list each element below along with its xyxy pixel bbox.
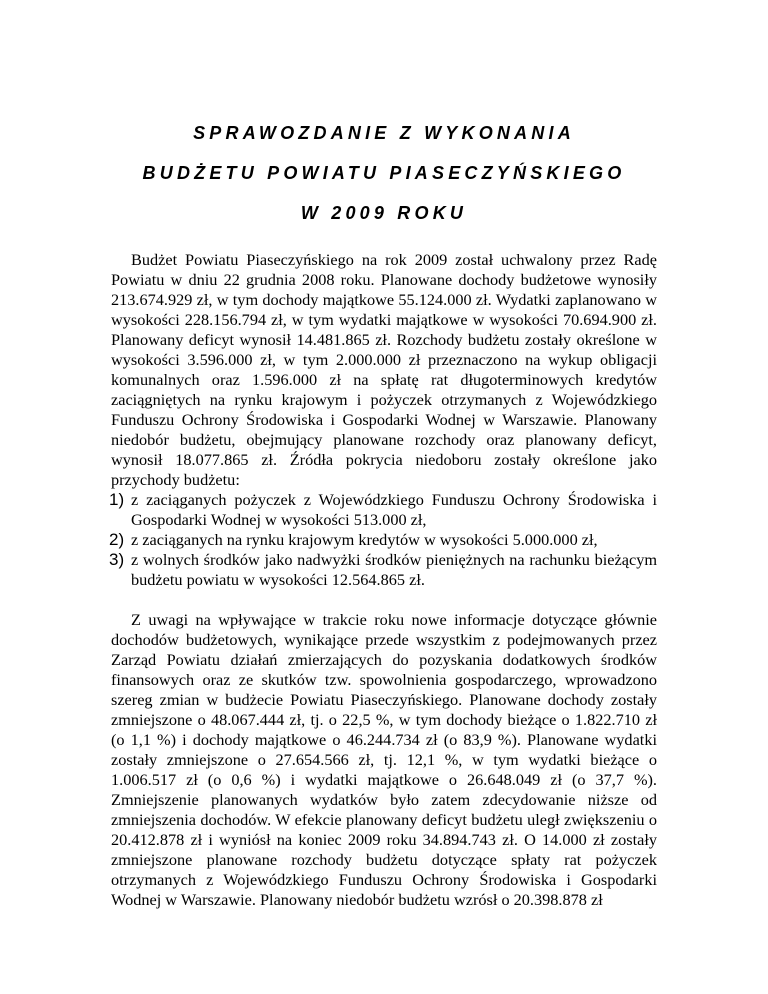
list-item-number: 3): [109, 550, 125, 569]
report-body: [111, 250, 657, 910]
paragraph-changes: Z uwagi na wpływające w trakcie roku nowe informacje dotyczące głównie dochodów budżetowych, wynikające przede wszystkim z podejmowanych przez Zarząd Powiatu działań zmierzających do pozyskania dodatkowych środków finansowych oraz ze skutków tzw. spowolnienia gospodarczego, wprowadzono szereg zmian w budżecie Powiatu Piaseczyńskiego. Planowane dochody zostały zmniejszone o 48.067.444 zł, tj. o 22,5 %, w tym dochody bieżące o 1.822.710 zł (o 1,1 %) i dochody majątkowe o 46.244.734 zł (o 83,9 %). Planowane wydatki zostały zmniejszone o 27.654.566 zł, tj. 12,1 %, w tym wydatki bieżące o 1.006.517 zł (o 0,6 %) i wydatki majątkowe o 26.648.049 zł (o 37,7 %). Zmniejszenie planowanych wydatków było zatem zdecydowanie niższe od zmniejszenia dochodów. W efekcie planowany deficyt budżetu uległ zwiększeniu o 20.412.878 zł i wyniósł na koniec 2009 roku 34.894.743 zł. O 14.000 zł zostały zmniejszone planowane rozchody budżetu dotyczące spłaty rat pożyczek otrzymanych z Wojewódzkiego Funduszu Ochrony Środowiska i Gospodarki Wodnej w Warszawie. Planowany niedobór budżetu wzrósł o 20.398.878 zł: [111, 610, 657, 909]
funding-sources-list: [111, 490, 657, 590]
list-item: [111, 530, 657, 550]
report-title: [0, 113, 768, 233]
list-item-text: z zaciąganych pożyczek z Wojewódzkiego Funduszu Ochrony Środowiska i Gospodarki Wodnej w wysokości 513.000 zł,: [131, 490, 657, 529]
paragraph-intro: Budżet Powiatu Piaseczyńskiego na rok 2009 został uchwalony przez Radę Powiatu w dniu 22 grudnia 2008 roku. Planowane dochody budżetowe wynosiły 213.674.929 zł, w tym dochody majątkowe 55.124.000 zł. Wydatki zaplanowano w wysokości 228.156.794 zł, w tym wydatki majątkowe w wysokości 70.694.900 zł. Planowany deficyt wynosił 14.481.865 zł. Rozchody budżetu zostały określone w wysokości 3.596.000 zł, w tym 2.000.000 zł przeznaczono na wykup obligacji komunalnych oraz 1.596.000 zł na spłatę rat długoterminowych kredytów zaciągniętych na rynku krajowym i pożyczek otrzymanych z Wojewódzkiego Funduszu Ochrony Środowiska i Gospodarki Wodnej w Warszawie. Planowany niedobór budżetu, obejmujący planowane rozchody oraz planowany deficyt, wynosił 18.077.865 zł. Źródła pokrycia niedoboru zostały określone jako przychody budżetu:: [111, 250, 657, 489]
title-line-2: BUDŻETU POWIATU PIASECZYŃSKIEGO: [142, 163, 626, 183]
title-line-3: W 2009 ROKU: [300, 203, 468, 223]
list-item-text: z wolnych środków jako nadwyżki środków pieniężnych na rachunku bieżącym budżetu powiatu w wysokości 12.564.865 zł.: [131, 550, 657, 589]
list-item-text: z zaciąganych na rynku krajowym kredytów w wysokości 5.000.000 zł,: [131, 530, 598, 549]
list-item-number: 2): [109, 530, 125, 549]
list-item-number: 1): [109, 490, 125, 509]
title-line-1: SPRAWOZDANIE Z WYKONANIA: [193, 123, 575, 143]
list-item: [111, 550, 657, 590]
list-item: [111, 490, 657, 530]
